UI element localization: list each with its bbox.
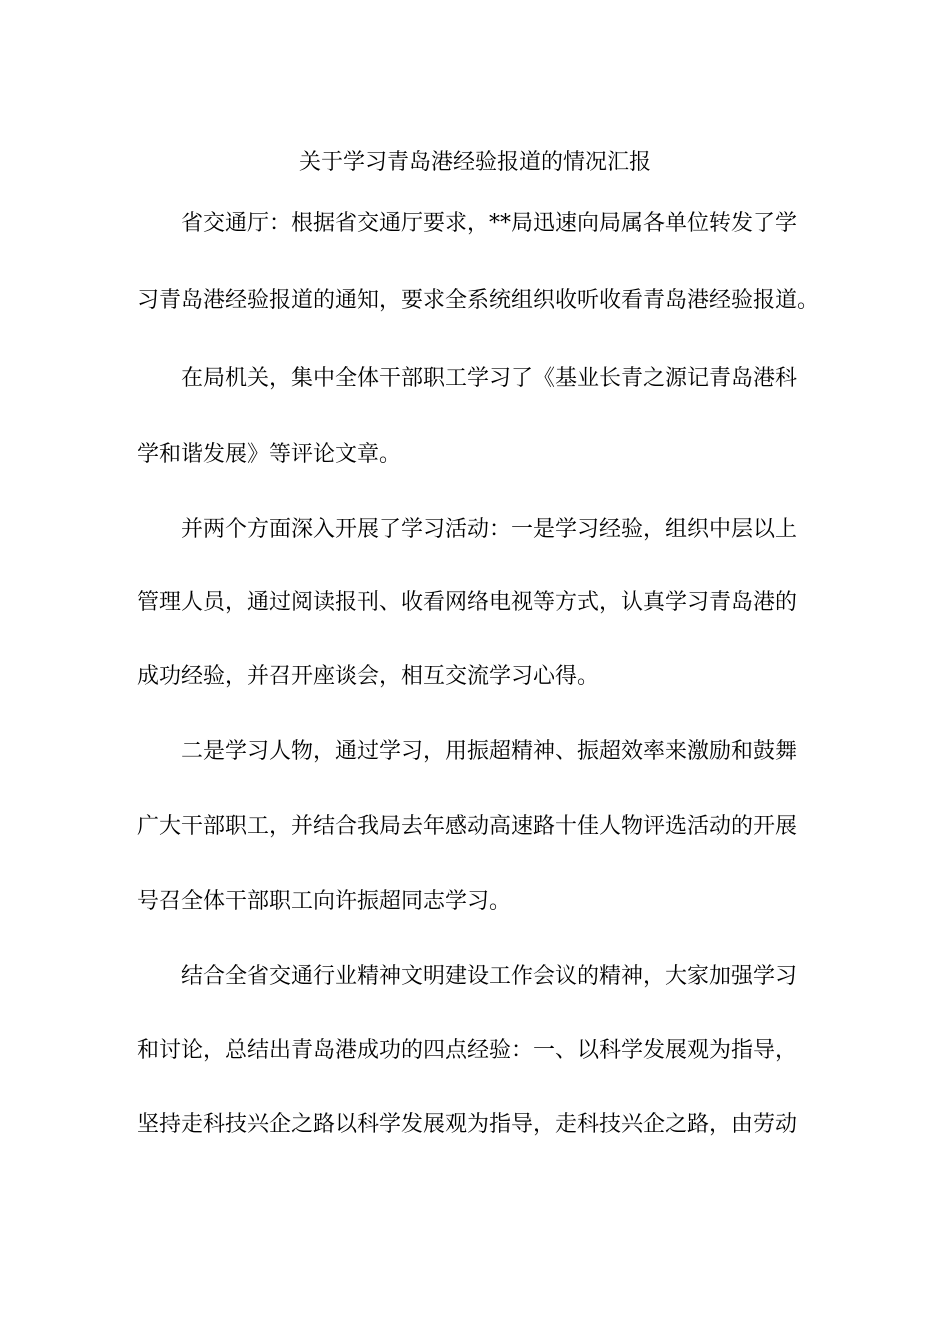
paragraph-line: 学和谐发展》等评论文章。 (137, 442, 402, 467)
paragraph-line: 二是学习人物，通过学习，用振超精神、振超效率来激励和鼓舞 (181, 739, 798, 764)
paragraph-line: 省交通厅：根据省交通厅要求，**局迅速向局属各单位转发了学 (181, 211, 798, 236)
paragraph-line: 和讨论，总结出青岛港成功的四点经验：一、以科学发展观为指导， (137, 1038, 798, 1063)
paragraph-line: 并两个方面深入开展了学习活动：一是学习经验，组织中层以上 (181, 517, 798, 542)
paragraph-line: 成功经验，并召开座谈会，相互交流学习心得。 (137, 664, 600, 689)
paragraph-line: 结合全省交通行业精神文明建设工作会议的精神，大家加强学习 (181, 964, 798, 989)
paragraph-line: 广大干部职工，并结合我局去年感动高速路十佳人物评选活动的开展 (137, 814, 798, 839)
paragraph-line: 在局机关，集中全体干部职工学习了《基业长青之源记青岛港科 (181, 366, 798, 391)
paragraph-line: 坚持走科技兴企之路以科学发展观为指导，走科技兴企之路，由劳动 (137, 1112, 798, 1137)
paragraph-line: 号召全体干部职工向许振超同志学习。 (137, 889, 512, 914)
paragraph-line: 习青岛港经验报道的通知，要求全系统组织收听收看青岛港经验报道。 (137, 288, 820, 313)
document-title: 关于学习青岛港经验报道的情况汇报 (298, 150, 651, 175)
paragraph-line: 管理人员，通过阅读报刊、收看网络电视等方式，认真学习青岛港的 (137, 590, 798, 615)
